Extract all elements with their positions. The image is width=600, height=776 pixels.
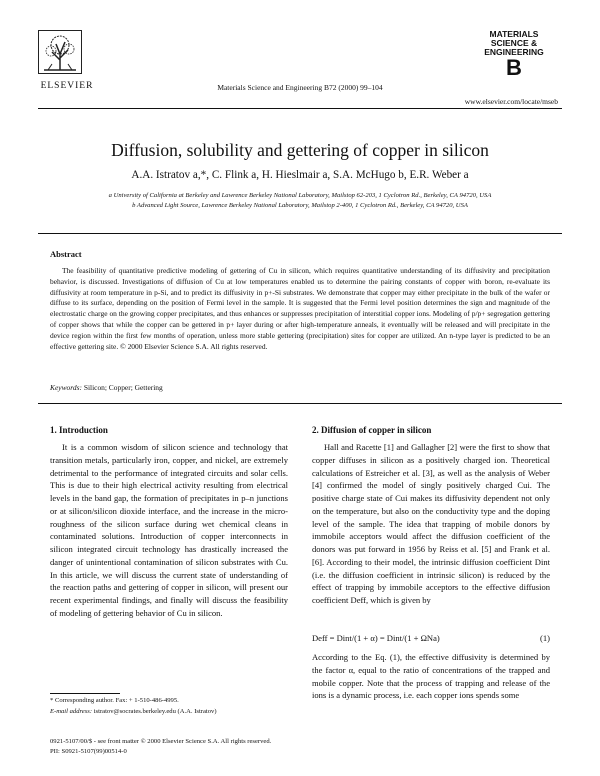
abstract-body: The feasibility of quantitative predictive modeling of gettering of Cu in silicon, which requires quantitative understanding of its diffusivity and precipitation behavior, is discussed. Investigations of diffusion of Cu at low temperatures enabled us to determine the pairing constants of copper with boron, re-evaluate its diffusivity at room temperature in p-Si, and to predict its diffusivity in p+-Si substrates. We demonstrate that copper may either precipitate in the bulk of the wafer or diffuse to its surface, depending on the position of Fermi level in the sample. It is suggested that the Fermi level position determines the sign and magnitude of the electrostatic charge on the growing copper precipitates, and thus enhances or suppresses precipitation of interstitial copper ions. Modeling of p/p+ segregation gettering of copper shows that while the copper can be gettered in p+ layer during or after high-temperature anneals, it eventually will be released and will precipitate in the device region within the first few months of operation, unless more stable gettering (precipitation) sites for copper are utilized. An n-type layer is predicted to be an effective gettering site. © 2000 Elsevier Science S.A. All rights reserved. xyxy=(50,266,550,351)
abstract-bottom-divider xyxy=(38,403,562,404)
affiliation-a: a University of California at Berkeley and Lawrence Berkeley National Laboratory, Mailstop 62-203, 1 Cyclotron Rd., Berkeley, CA 94720, USA xyxy=(108,192,492,199)
section-2-paragraph-continued: According to the Eq. (1), the effective diffusivity is determined by the factor α, equal to the ratio of concentrations of the trapped and mobile copper. Note that the process of trapping and release of the ions is a dynamic process, i.e. each copper ions spends some xyxy=(312,652,550,701)
equation-1-body: Deff = Dint/(1 + α) = Dint/(1 + ΩNa) xyxy=(312,633,440,643)
author-list: A.A. Istratov a,*, C. Flink a, H. Hieslmair a, S.A. McHugo b, E.R. Weber a xyxy=(131,169,469,181)
pii-line: PII: S0921-5107(99)00514-0 xyxy=(50,748,127,755)
journal-logo-line-3: ENGINEERING xyxy=(484,47,544,57)
keywords-label: Keywords: xyxy=(50,383,82,392)
keywords xyxy=(50,383,163,392)
abstract-top-divider xyxy=(38,233,562,234)
abstract-heading: Abstract xyxy=(50,249,82,259)
section-1-paragraph: It is a common wisdom of silicon science and technology that transition metals, particularly iron, copper, and nickel, are extremely detrimental to the performance of integrated circuits and solar cells. This is due to their high electrical activity resulting from electrical levels in the band gap, the formation of precipitates in p–n junctions or at silicon/silicon dioxide interface, and the increase in the micro-roughness of the silicon surface during wet chemical cleans in contaminated solutions. Introduction of copper interconnects in silicon integrated circuit technology has drastically increased the danger of unintentional contamination of silicon substrates with Cu. In this article, we will discuss the current state of understanding of the reaction paths and gettering of copper in silicon, will present our recent experimental findings, and finally will discuss the feasibility of modeling of gettering behavior of Cu in silicon. xyxy=(50,442,288,618)
keywords-list: Silicon; Copper; Gettering xyxy=(83,383,163,392)
email-note xyxy=(50,707,290,718)
journal-reference: Materials Science and Engineering B72 (2000) 99–104 xyxy=(217,83,383,92)
email-address[interactable]: istratov@socrates.berkeley.edu (A.A. Istratov) xyxy=(93,707,217,715)
equation-1-number: (1) xyxy=(540,633,550,643)
footnote-divider xyxy=(50,693,120,694)
equation-1 xyxy=(312,633,550,643)
publisher-name: ELSEVIER xyxy=(40,81,94,91)
journal-url[interactable]: www.elsevier.com/locate/mseb xyxy=(464,97,558,106)
section-2-paragraph: Hall and Racette [1] and Gallagher [2] were the first to show that copper diffuses in silicon as a positively charged ion. Theoretical calculations of Estreicher et al. [3], as well as the analysis of Weber [4] confirmed the model of singly positively charged Cui. The positive charge state of Cui makes its diffusivity dependent not only on the temperature, but also on the conductivity type and the doping level of the sample. The idea that trapping of mobile donors by immobile acceptors would affect the diffusion coefficient of the donors was put forward in 1956 by Reiss et al. [5] and Frank et al. [6]. According to their model, the intrinsic diffusion coefficient Dint (i.e. the diffusion coefficient in intrinsic silicon) is reduced by the effect of trapping by immobile acceptors to the effective diffusion coefficient Deff, which is given by xyxy=(312,442,550,605)
journal-letter: B xyxy=(506,55,522,80)
affiliation-b: b Advanced Light Source, Lawrence Berkeley National Laboratory, Mailstop 2-400, 1 Cyclotron Rd., Berkeley, CA 94720, USA xyxy=(132,202,468,209)
elsevier-tree-icon xyxy=(38,30,82,74)
corresponding-author-note: * Corresponding author. Fax: + 1-510-486-4995. xyxy=(50,697,179,704)
copyright-line: 0921-5107/00/$ - see front matter © 2000 Elsevier Science S.A. All rights reserved. xyxy=(50,738,272,745)
paper-title: Diffusion, solubility and gettering of copper in silicon xyxy=(111,140,489,160)
section-1-heading: 1. Introduction xyxy=(50,425,108,435)
section-2-heading: 2. Diffusion of copper in silicon xyxy=(312,425,432,435)
journal-logo xyxy=(468,30,560,79)
journal-logo-line-1: MATERIALS xyxy=(489,29,539,39)
header-divider xyxy=(38,108,562,109)
footnote xyxy=(50,696,290,717)
journal-logo-line-2: SCIENCE & xyxy=(490,38,538,48)
email-label: E-mail address: xyxy=(50,707,93,715)
copyright-block xyxy=(50,737,271,757)
section-2-column xyxy=(312,441,550,607)
section-1-column xyxy=(50,441,288,620)
